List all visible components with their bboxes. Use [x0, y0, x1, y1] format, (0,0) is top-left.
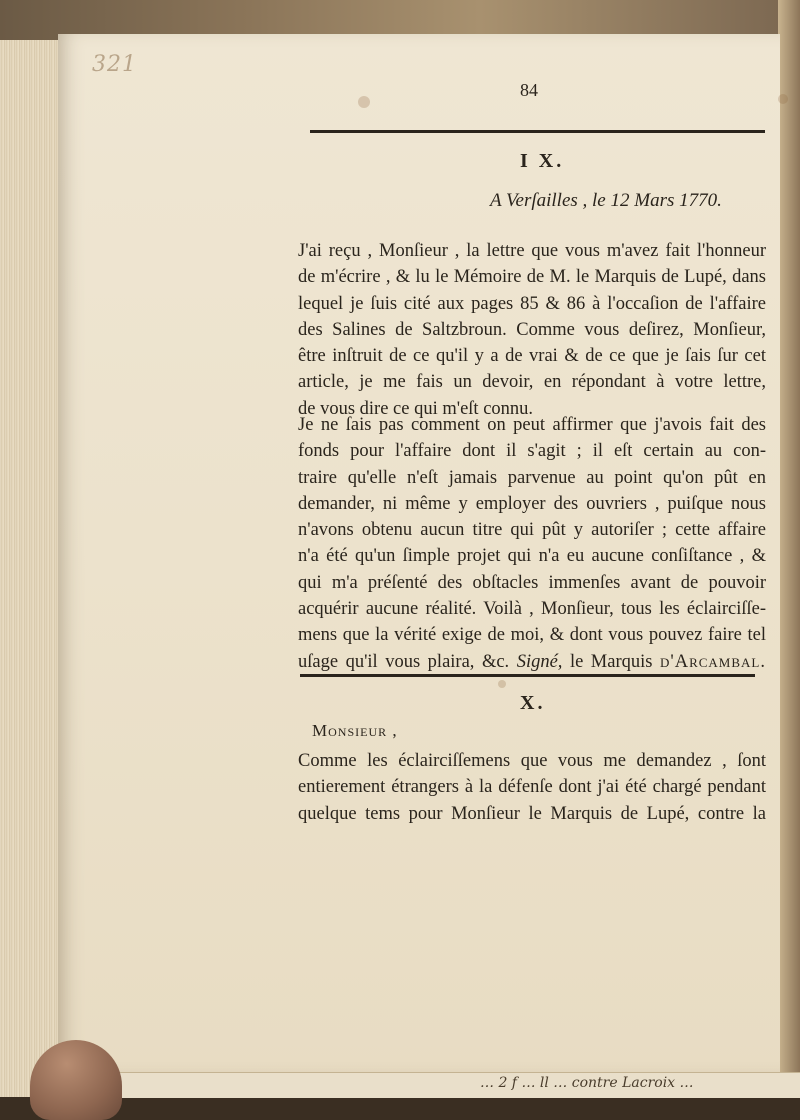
closing-text: uſage qu'il vous plaira, &c. — [298, 651, 517, 672]
section-rule — [300, 674, 755, 677]
text-line: article, je me fais un devoir, en répondant à votre lettre, — [298, 372, 766, 393]
pencil-margin-note: 321 — [92, 52, 137, 77]
text-line: acquérir aucune réalité. Voilà , Monſieur, tous les éclairciſſe- — [298, 599, 766, 620]
text-line: n'avons obtenu aucun titre qui pût y autoriſer ; cette affaire — [298, 520, 766, 541]
text-line: de vous dire ce qui m'eſt connu. — [298, 398, 534, 419]
page-number: 84 — [520, 80, 538, 100]
section-heading-x: X. — [520, 692, 546, 714]
text-line: demander, ni même y employer des ouvriers , puiſque nous — [298, 493, 766, 514]
text-line: des Salines de Saltzbroun. Comme vous deſirez, Monſieur, — [298, 319, 766, 340]
text-line: qui m'a préſenté des obſtacles immenſes avant de pouvoir — [298, 572, 766, 593]
text-line: mens que la vérité exige de moi, & dont vous pouvez faire tel — [298, 625, 766, 646]
paragraph-1 — [298, 238, 766, 422]
foxing-spot — [778, 94, 788, 104]
book-cover-right — [778, 0, 800, 1097]
handwritten-scrawl: … 2 f … ll … contre Lacroix … — [480, 1075, 694, 1091]
page-edges — [0, 40, 66, 1097]
signature-prefix: le Marquis — [562, 651, 660, 672]
paragraph-3 — [298, 748, 766, 827]
signed-label: Signé, — [516, 651, 563, 672]
foxing-spot — [498, 680, 506, 688]
paragraph-2 — [298, 412, 766, 675]
text-line: être inſtruit de ce qu'il y a de vrai & de ce que je ſais ſur cet — [298, 346, 766, 367]
text-line: n'a été qu'un ſimple projet qui n'a eu aucune conſiſtance , & — [298, 546, 766, 567]
text-line: Je ne ſais pas comment on peut affirmer que j'avois fait des — [298, 415, 766, 435]
text-line: quelque tems pour Monſieur le Marquis de Lupé, contre la — [298, 803, 766, 824]
dateline: A Verſailles , le 12 Mars 1770. — [490, 190, 722, 211]
text-line: entierement étrangers à la défenſe dont j'ai été chargé pendant — [298, 777, 766, 798]
text-line: traire qu'elle n'eſt jamais parvenue au point qu'on pût en — [298, 467, 766, 488]
salutation: Monsieur , — [312, 721, 398, 740]
text-line: fonds pour l'affaire dont il s'agit ; il eſt certain au con- — [298, 441, 766, 462]
signature-name: d'Arcambal. — [660, 651, 766, 672]
text-line: lequel je ſuis cité aux pages 85 & 86 à l'occaſion de l'affaire — [298, 293, 766, 314]
text-line: J'ai reçu , Monſieur , la lettre que vous m'avez fait l'honneur — [298, 241, 766, 261]
section-heading-ix: I X. — [520, 150, 565, 172]
foxing-spot — [358, 96, 370, 108]
text-line: Comme les éclairciſſemens que vous me demandez , ſont — [298, 751, 766, 771]
signature-line — [298, 649, 766, 675]
next-page-edge — [60, 1072, 800, 1098]
text-line: de m'écrire , & lu le Mémoire de M. le Marquis de Lupé, dans — [298, 267, 766, 288]
top-rule — [310, 130, 765, 133]
